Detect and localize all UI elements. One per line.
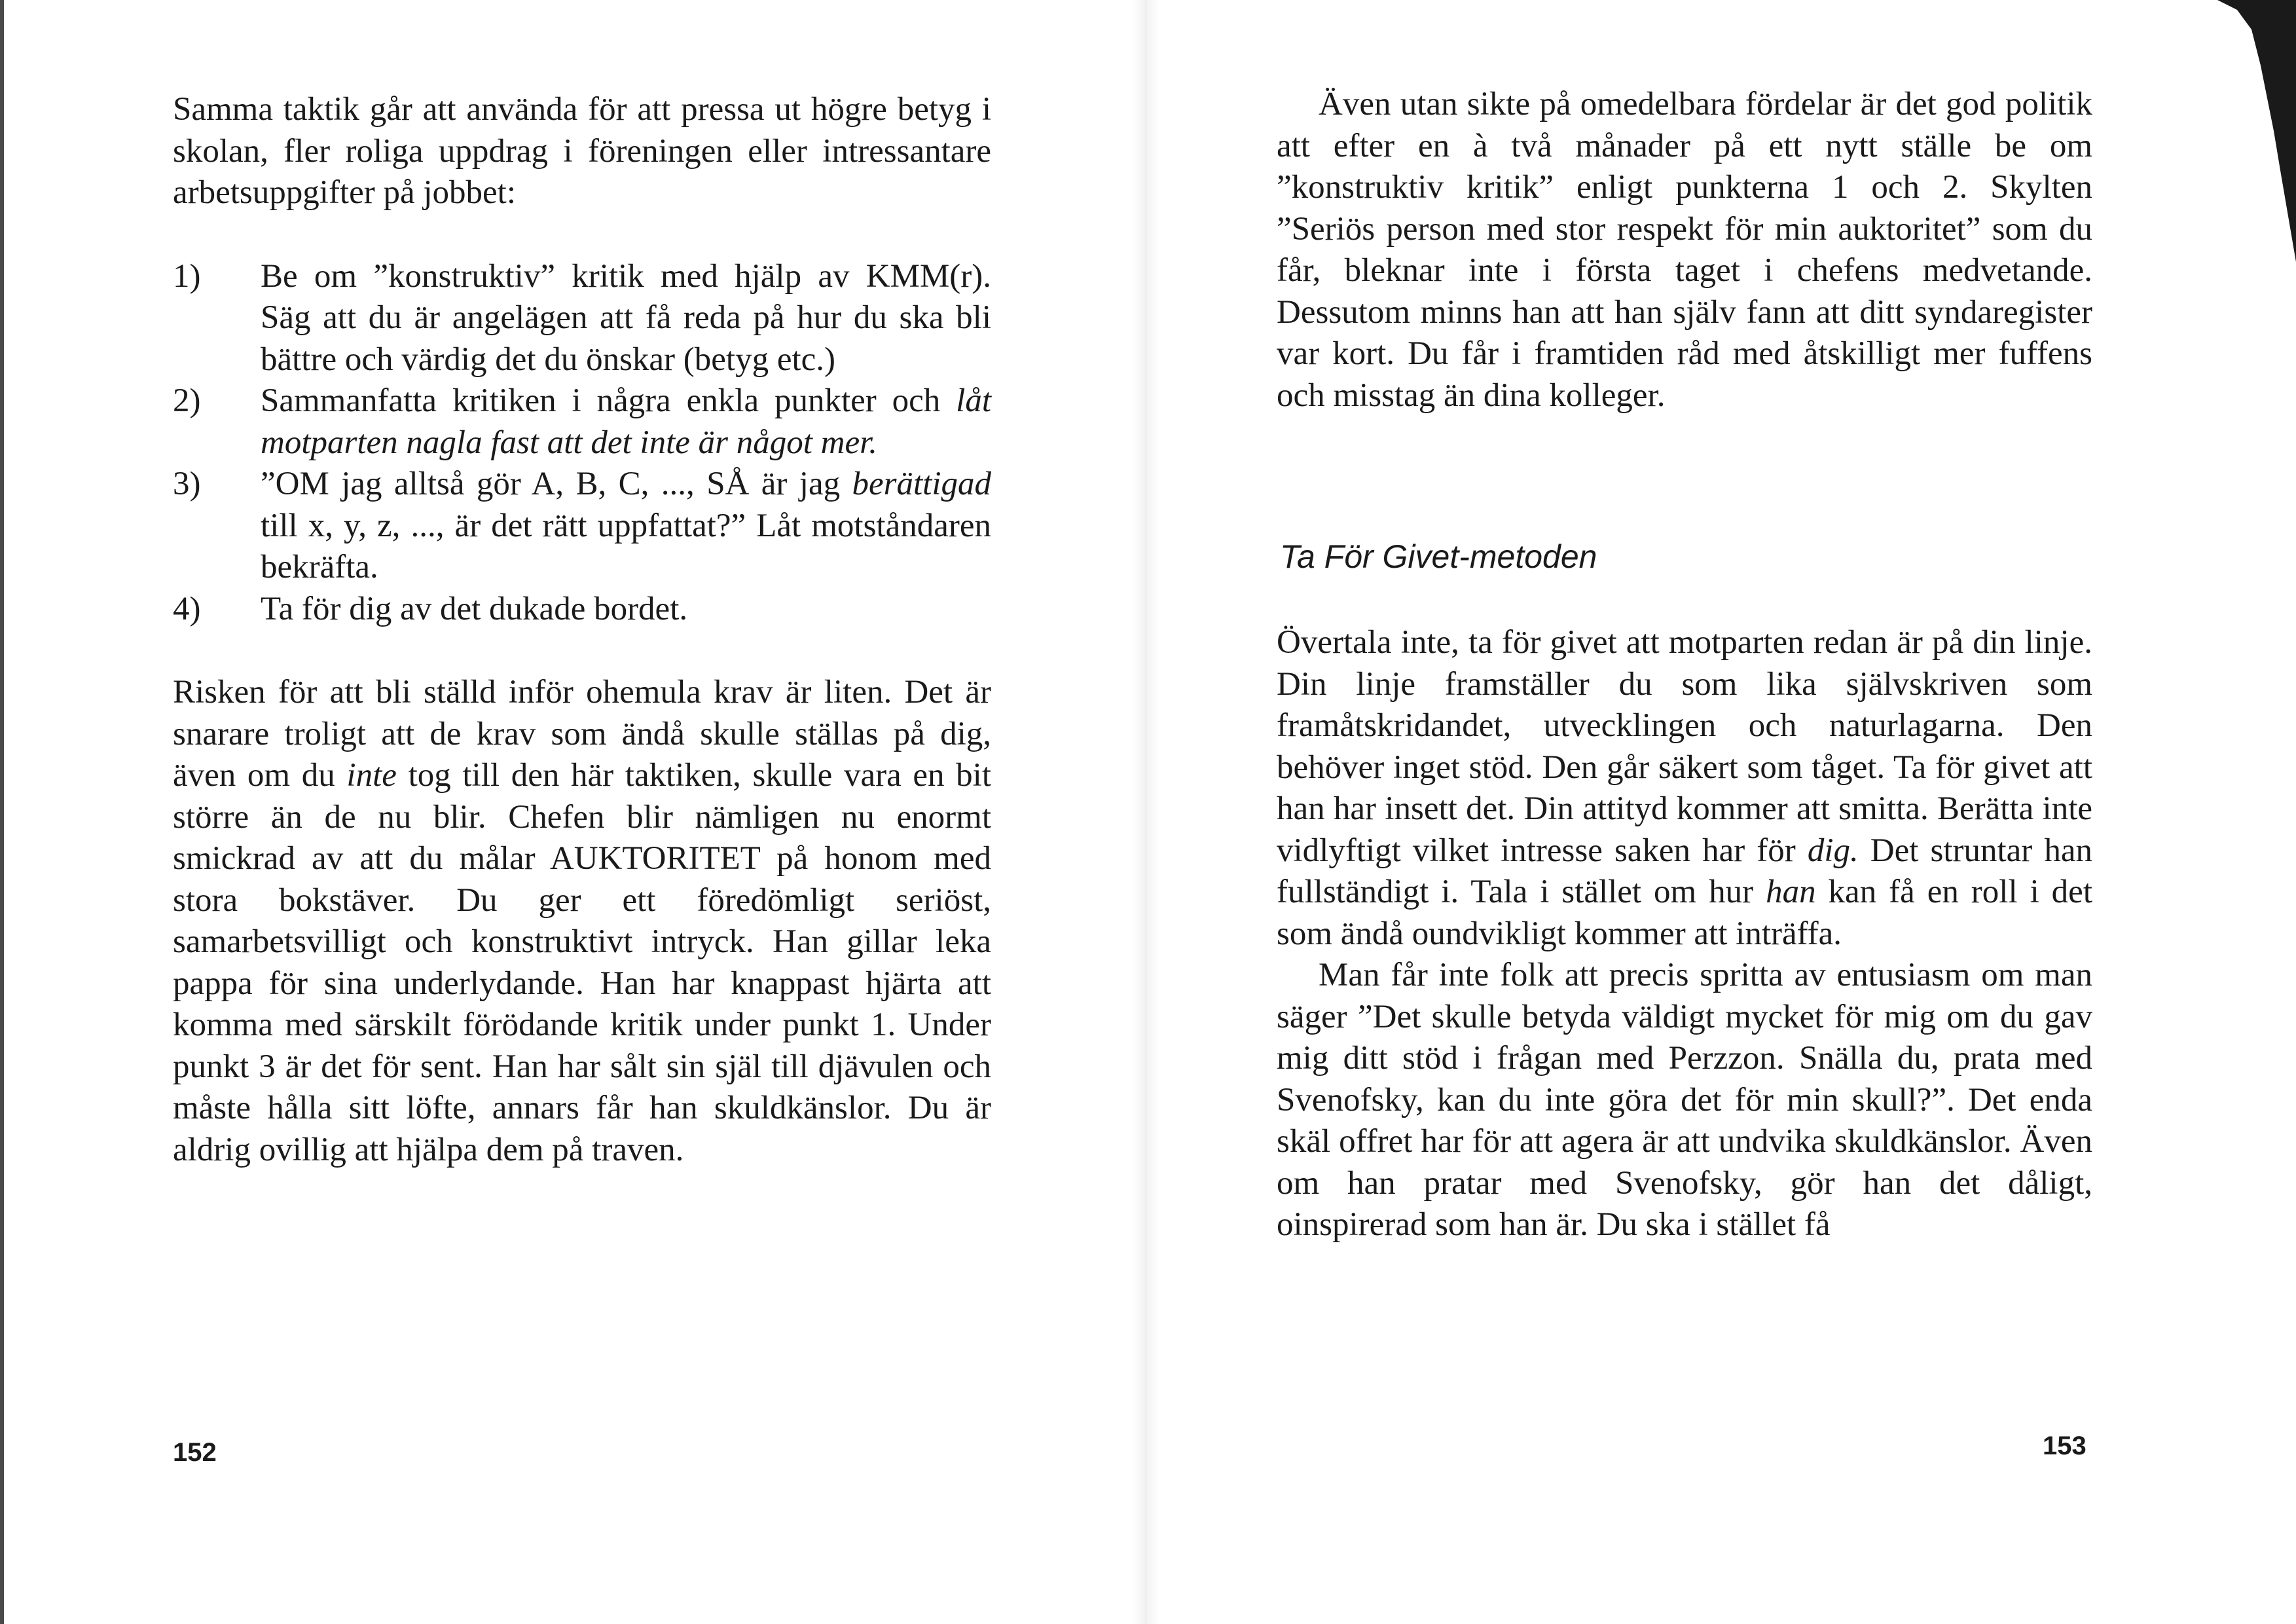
list-item-text-part: Sammanfatta kritiken i några enkla punkter och (261, 382, 957, 419)
left-page (0, 0, 1139, 1624)
numbered-list (173, 256, 991, 631)
right-page-top-text (1277, 84, 2092, 416)
body-paragraph: Man får inte folk att precis spritta av entusiasm om man säger ”Det skulle betyda väldigt mycket för mig om du gav mig ditt stöd i frågan med Perzzon. Snälla du, prata med Svenofsky, kan du inte göra det för min skull?”. Det enda skäl offret har för att agera är att undvika skuldkänslor. Även om han pratar med Svenofsky, gör han det dåligt, oinspirerad som han är. Du ska i stället få (1277, 957, 2092, 1243)
list-item-text-part: till x, y, z, ..., är det rätt uppfattat?” Låt motståndaren bekräfta. (261, 507, 991, 585)
list-item-text (261, 380, 991, 464)
list-item-text-part: ”OM jag alltså gör A, B, C, ..., SÅ är jag (261, 466, 852, 502)
list-item (173, 256, 991, 381)
body-paragraph: Även utan sikte på omedelbara fördelar är det god politik att efter en à två månader på ett nytt ställe be om ”konstruktiv kritik” enligt punkterna 1 och 2. Skylten ”Seriös person med stor respekt för min auktoritet” som du får, bleknar inte i första taget i chefens medvetande. Dessutom minns han att han själv fann att ditt syndaregister var kort. Du får i framtiden råd med åtskilligt mer fuffens och misstag än dina kolleger. (1277, 86, 2092, 414)
paragraph-italic-text: inte (346, 757, 397, 794)
body-paragraph (1277, 622, 2092, 955)
left-page-text (173, 89, 991, 1171)
list-item (173, 589, 991, 631)
list-number: 1) (173, 257, 201, 295)
paragraph-text: tog till den här taktiken, skulle vara en bit större än de nu blir. Chefen blir nämligen nu enormt smickrad av att du målar AUKTORITET på honom med stora bokstäver. Du ger ett föredömligt seriöst, samarbetsvilligt och konstruktivt intryck. Han gillar leka pappa för sina underlydande. Han har knappast hjärta att komma med särskilt förödande kritik under punkt 1. Under punkt 3 är det för sent. Han har sålt sin själ till djävulen och måste hålla sitt löfte, annars får han skuldkänslor. Du är aldrig ovillig att hjälpa dem på traven. (173, 757, 991, 1168)
paragraph-text: kan få en roll i det som ändå oundvikligt kommer att inträffa. (1277, 874, 2092, 952)
paragraph-italic-text: dig. (1807, 832, 1859, 869)
list-item-text: Ta för dig av det dukade bordet. (261, 590, 688, 627)
list-item-italic-text: låt motparten nagla fast att det inte är något mer. (261, 382, 991, 461)
paragraph-text: Övertala inte, ta för givet att motparten redan är på din linje. Din linje framställer du som lika självskriven som framåtskridandet, utvecklingen och naturlagarna. Den behöver inget stöd. Den går säkert som tåget. Ta för givet att han har insett det. Din attityd kommer att smitta. Berätta inte vidlyftigt vilket intresse saken har för (1277, 624, 2092, 869)
list-item (173, 380, 991, 464)
paragraph-text: Det struntar han fullständigt i. Tala i stället om hur (1277, 832, 2092, 910)
right-page-body-text (1277, 622, 2092, 1246)
intro-paragraph: Samma taktik går att använda för att pressa ut högre betyg i skolan, fler roliga uppdrag i föreningen eller intressantare arbetsuppgifter på jobbet: (173, 91, 991, 211)
list-item-text (261, 464, 991, 589)
list-item-text: Be om ”konstruktiv” kritik med hjälp av KMM(r). Säg att du är angelägen att få reda på hur du ska bli bättre och värdig det du önskar (betyg etc.) (261, 257, 991, 378)
body-paragraph (173, 672, 991, 1171)
list-number: 4) (173, 590, 201, 627)
list-number: 2) (173, 382, 201, 419)
page-number: 152 (173, 1438, 217, 1467)
scan-edge-shadow (2217, 0, 2296, 275)
list-item (173, 464, 991, 589)
paragraph-text: Risken för att bli ställd inför ohemula krav är liten. Det är snarare troligt att de krav som ändå skulle ställas på dig, även om du (173, 674, 991, 794)
list-item-italic-text: berättigad (852, 466, 991, 502)
page-number: 153 (2043, 1431, 2086, 1460)
paragraph-italic-text: han (1766, 874, 1816, 910)
list-number: 3) (173, 466, 201, 502)
section-heading: Ta För Givet-metoden (1280, 538, 1597, 575)
